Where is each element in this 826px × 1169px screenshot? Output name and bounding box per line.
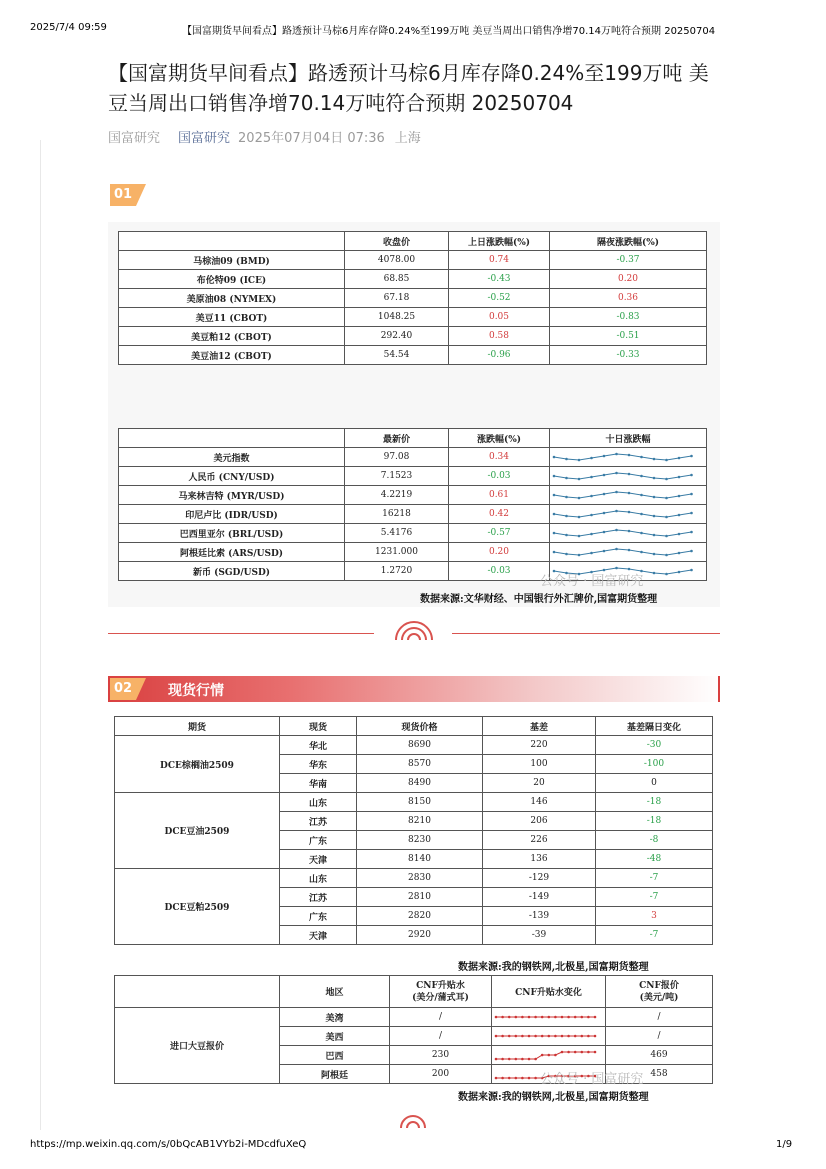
change-pct: -0.03 <box>449 562 550 581</box>
table-header-row <box>115 976 713 1008</box>
basis: 206 <box>483 812 596 831</box>
origin-region: 巴西 <box>280 1046 390 1065</box>
header-cell: 收盘价 <box>345 232 449 251</box>
sparkline-cell <box>550 467 707 486</box>
trend-line-icon <box>492 1047 602 1063</box>
futures-table <box>118 231 707 365</box>
change-pct: 0.42 <box>449 505 550 524</box>
header-cell: 上日涨跌幅(%) <box>449 232 550 251</box>
basis: -129 <box>483 869 596 888</box>
latest-price: 5.4176 <box>345 524 449 543</box>
basis-change: -8 <box>596 831 713 850</box>
currency-name: 马来林吉特 (MYR/USD) <box>119 486 345 505</box>
instrument-name: 美原油08 (NYMEX) <box>119 289 345 308</box>
header-cell: 涨跌幅(%) <box>449 429 550 448</box>
spot-region: 天津 <box>280 926 357 945</box>
table-row <box>119 327 707 346</box>
header-cell: 现货价格 <box>357 717 483 736</box>
basis-change: -7 <box>596 869 713 888</box>
basis-change: -48 <box>596 850 713 869</box>
latest-price: 7.1523 <box>345 467 449 486</box>
article-meta <box>108 127 431 146</box>
table-row <box>119 524 707 543</box>
spot-region: 华北 <box>280 736 357 755</box>
cnf-quote: 458 <box>606 1065 713 1084</box>
sparkline-cell <box>550 505 707 524</box>
change-pct: -0.03 <box>449 467 550 486</box>
table-header-row <box>119 429 707 448</box>
future-contract: DCE豆油2509 <box>115 793 280 869</box>
latest-price: 1.2720 <box>345 562 449 581</box>
currency-name: 美元指数 <box>119 448 345 467</box>
prev-change: -0.43 <box>449 270 550 289</box>
header-cell: 期货 <box>115 717 280 736</box>
cnf-premium: 200 <box>390 1065 492 1084</box>
table-row <box>119 251 707 270</box>
table-header-row <box>119 232 707 251</box>
spot-region: 江苏 <box>280 812 357 831</box>
future-contract: DCE棕榈油2509 <box>115 736 280 793</box>
basis: 20 <box>483 774 596 793</box>
basis: -39 <box>483 926 596 945</box>
spot-price: 8490 <box>357 774 483 793</box>
basis: 136 <box>483 850 596 869</box>
basis-change: -30 <box>596 736 713 755</box>
table-row <box>119 505 707 524</box>
spot-region: 华南 <box>280 774 357 793</box>
prev-change: 0.58 <box>449 327 550 346</box>
header-cell: CNF升贴水变化 <box>492 976 606 1008</box>
publish-location: 上海 <box>394 131 421 146</box>
table-row <box>119 467 707 486</box>
instrument-name: 美豆油12 (CBOT) <box>119 346 345 365</box>
close-price: 4078.00 <box>345 251 449 270</box>
prev-change: -0.52 <box>449 289 550 308</box>
basis: -139 <box>483 907 596 926</box>
future-contract: DCE豆粕2509 <box>115 869 280 945</box>
change-pct: 0.61 <box>449 486 550 505</box>
latest-price: 1231.000 <box>345 543 449 562</box>
close-price: 1048.25 <box>345 308 449 327</box>
latest-price: 97.08 <box>345 448 449 467</box>
latest-price: 16218 <box>345 505 449 524</box>
currency-name: 巴西里亚尔 (BRL/USD) <box>119 524 345 543</box>
spot-region: 广东 <box>280 907 357 926</box>
spot-price: 8150 <box>357 793 483 812</box>
print-url[interactable]: https://mp.weixin.qq.com/s/0bQcAB1VYb2i-MDcdfuXeQ <box>30 1139 307 1150</box>
source-note: 数据来源:我的钢铁网,北极星,国富期货整理 <box>458 962 649 973</box>
prev-change: -0.96 <box>449 346 550 365</box>
basis: 146 <box>483 793 596 812</box>
section-01-badge: 01 <box>110 184 136 206</box>
basis-change: 3 <box>596 907 713 926</box>
cloud-ornament-icon <box>398 1112 428 1128</box>
article-title: 【国富期货早间看点】路透预计马棕6月库存降0.24%至199万吨 美豆当周出口销售净增70.14万吨符合预期 20250704 <box>108 61 709 115</box>
basis-change: -7 <box>596 926 713 945</box>
basis: 226 <box>483 831 596 850</box>
night-change: -0.83 <box>550 308 707 327</box>
table-row <box>115 736 713 755</box>
table-row <box>119 448 707 467</box>
header-cell: CNF报价 (美元/吨) <box>606 976 713 1008</box>
spot-region: 华东 <box>280 755 357 774</box>
sparkline-icon <box>550 506 700 522</box>
basis-change: -7 <box>596 888 713 907</box>
table-row <box>115 793 713 812</box>
print-datetime: 2025/7/4 09:59 <box>30 22 107 33</box>
spot-price: 8230 <box>357 831 483 850</box>
band-end-mark <box>718 676 720 702</box>
fx-table <box>118 428 707 581</box>
night-change: 0.20 <box>550 270 707 289</box>
watermark: 公众号 · 国富研究 <box>540 1072 644 1087</box>
spot-price: 2820 <box>357 907 483 926</box>
table-header-row <box>115 717 713 736</box>
instrument-name: 美豆粕12 (CBOT) <box>119 327 345 346</box>
header-cell: 基差隔日变化 <box>596 717 713 736</box>
spot-price: 8210 <box>357 812 483 831</box>
watermark: 公众号 · 国富研究 <box>540 574 644 589</box>
basis-change: -100 <box>596 755 713 774</box>
cloud-ornament-icon <box>392 618 436 640</box>
trend-cell <box>492 1046 606 1065</box>
print-tab-title: 【国富期货早间看点】路透预计马棕6月库存降0.24%至199万吨 美豆当周出口销售净增70.14万吨符合预期 20250704 <box>182 26 716 37</box>
spot-region: 山东 <box>280 793 357 812</box>
source-note: 数据来源:文华财经、中国银行外汇牌价,国富期货整理 <box>420 594 658 605</box>
instrument-name: 美豆11 (CBOT) <box>119 308 345 327</box>
prev-change: 0.05 <box>449 308 550 327</box>
header-cell: 最新价 <box>345 429 449 448</box>
spot-region: 山东 <box>280 869 357 888</box>
latest-price: 4.2219 <box>345 486 449 505</box>
basis: 220 <box>483 736 596 755</box>
author: 国富研究 <box>108 131 161 146</box>
basis-change: 0 <box>596 774 713 793</box>
spot-region: 天津 <box>280 850 357 869</box>
table-row <box>119 486 707 505</box>
sparkline-cell <box>550 524 707 543</box>
sparkline-icon <box>550 468 700 484</box>
table-row <box>115 869 713 888</box>
prev-change: 0.74 <box>449 251 550 270</box>
import-soybean-group: 进口大豆报价 <box>115 1008 280 1084</box>
close-price: 67.18 <box>345 289 449 308</box>
futures-table-body <box>119 251 707 365</box>
print-page-number: 1/9 <box>776 1139 793 1150</box>
spot-price: 2920 <box>357 926 483 945</box>
left-rule <box>40 140 41 1130</box>
origin-region: 阿根廷 <box>280 1065 390 1084</box>
sparkline-cell <box>550 543 707 562</box>
header-cell: 基差 <box>483 717 596 736</box>
sparkline-icon <box>550 487 700 503</box>
publish-date: 2025年07月04日 07:36 <box>238 131 385 146</box>
night-change: -0.33 <box>550 346 707 365</box>
close-price: 54.54 <box>345 346 449 365</box>
section-02-title: 现货行情 <box>168 683 224 699</box>
trend-line-icon <box>492 1028 602 1044</box>
spot-region: 广东 <box>280 831 357 850</box>
basis: -149 <box>483 888 596 907</box>
header-cell: 隔夜涨跌幅(%) <box>550 232 707 251</box>
basis: 100 <box>483 755 596 774</box>
sparkline-icon <box>550 449 700 465</box>
section-02-badge: 02 <box>110 678 136 700</box>
instrument-name: 马棕油09 (BMD) <box>119 251 345 270</box>
basis-change: -18 <box>596 793 713 812</box>
spot-region: 江苏 <box>280 888 357 907</box>
change-pct: 0.34 <box>449 448 550 467</box>
header-cell <box>119 429 345 448</box>
table-row <box>119 270 707 289</box>
sparkline-cell <box>550 486 707 505</box>
header-cell: CNF升贴水 (美分/蒲式耳) <box>390 976 492 1008</box>
basis-change: -18 <box>596 812 713 831</box>
spot-table <box>114 716 713 945</box>
cnf-premium: 230 <box>390 1046 492 1065</box>
cnf-quote: / <box>606 1027 713 1046</box>
spot-price: 2810 <box>357 888 483 907</box>
table-row <box>115 1008 713 1027</box>
currency-name: 阿根廷比索 (ARS/USD) <box>119 543 345 562</box>
instrument-name: 布伦特09 (ICE) <box>119 270 345 289</box>
night-change: 0.36 <box>550 289 707 308</box>
origin-region: 美湾 <box>280 1008 390 1027</box>
spot-price: 8570 <box>357 755 483 774</box>
header-cell <box>115 976 280 1008</box>
spot-table-body <box>115 736 713 945</box>
table-row <box>119 346 707 365</box>
header-cell: 十日涨跌幅 <box>550 429 707 448</box>
cnf-premium: / <box>390 1008 492 1027</box>
sparkline-cell <box>550 448 707 467</box>
table-row <box>119 289 707 308</box>
sparkline-icon <box>550 525 700 541</box>
trend-line-icon <box>492 1009 602 1025</box>
cnf-quote: / <box>606 1008 713 1027</box>
origin-region: 美西 <box>280 1027 390 1046</box>
cnf-premium: / <box>390 1027 492 1046</box>
source-note: 数据来源:我的钢铁网,北极星,国富期货整理 <box>458 1092 649 1103</box>
header-cell: 现货 <box>280 717 357 736</box>
spot-price: 8690 <box>357 736 483 755</box>
currency-name: 新币 (SGD/USD) <box>119 562 345 581</box>
change-pct: 0.20 <box>449 543 550 562</box>
change-pct: -0.57 <box>449 524 550 543</box>
night-change: -0.37 <box>550 251 707 270</box>
fx-table-body <box>119 448 707 581</box>
divider-left <box>108 633 374 634</box>
trend-cell <box>492 1027 606 1046</box>
currency-name: 人民币 (CNY/USD) <box>119 467 345 486</box>
cnf-quote: 469 <box>606 1046 713 1065</box>
divider-right <box>452 633 720 634</box>
spot-price: 8140 <box>357 850 483 869</box>
close-price: 68.85 <box>345 270 449 289</box>
close-price: 292.40 <box>345 327 449 346</box>
table-row <box>119 543 707 562</box>
account-link[interactable]: 国富研究 <box>178 131 231 146</box>
table-row <box>119 308 707 327</box>
currency-name: 印尼卢比 (IDR/USD) <box>119 505 345 524</box>
header-cell <box>119 232 345 251</box>
night-change: -0.51 <box>550 327 707 346</box>
trend-cell <box>492 1008 606 1027</box>
spot-price: 2830 <box>357 869 483 888</box>
sparkline-icon <box>550 544 700 560</box>
header-cell: 地区 <box>280 976 390 1008</box>
